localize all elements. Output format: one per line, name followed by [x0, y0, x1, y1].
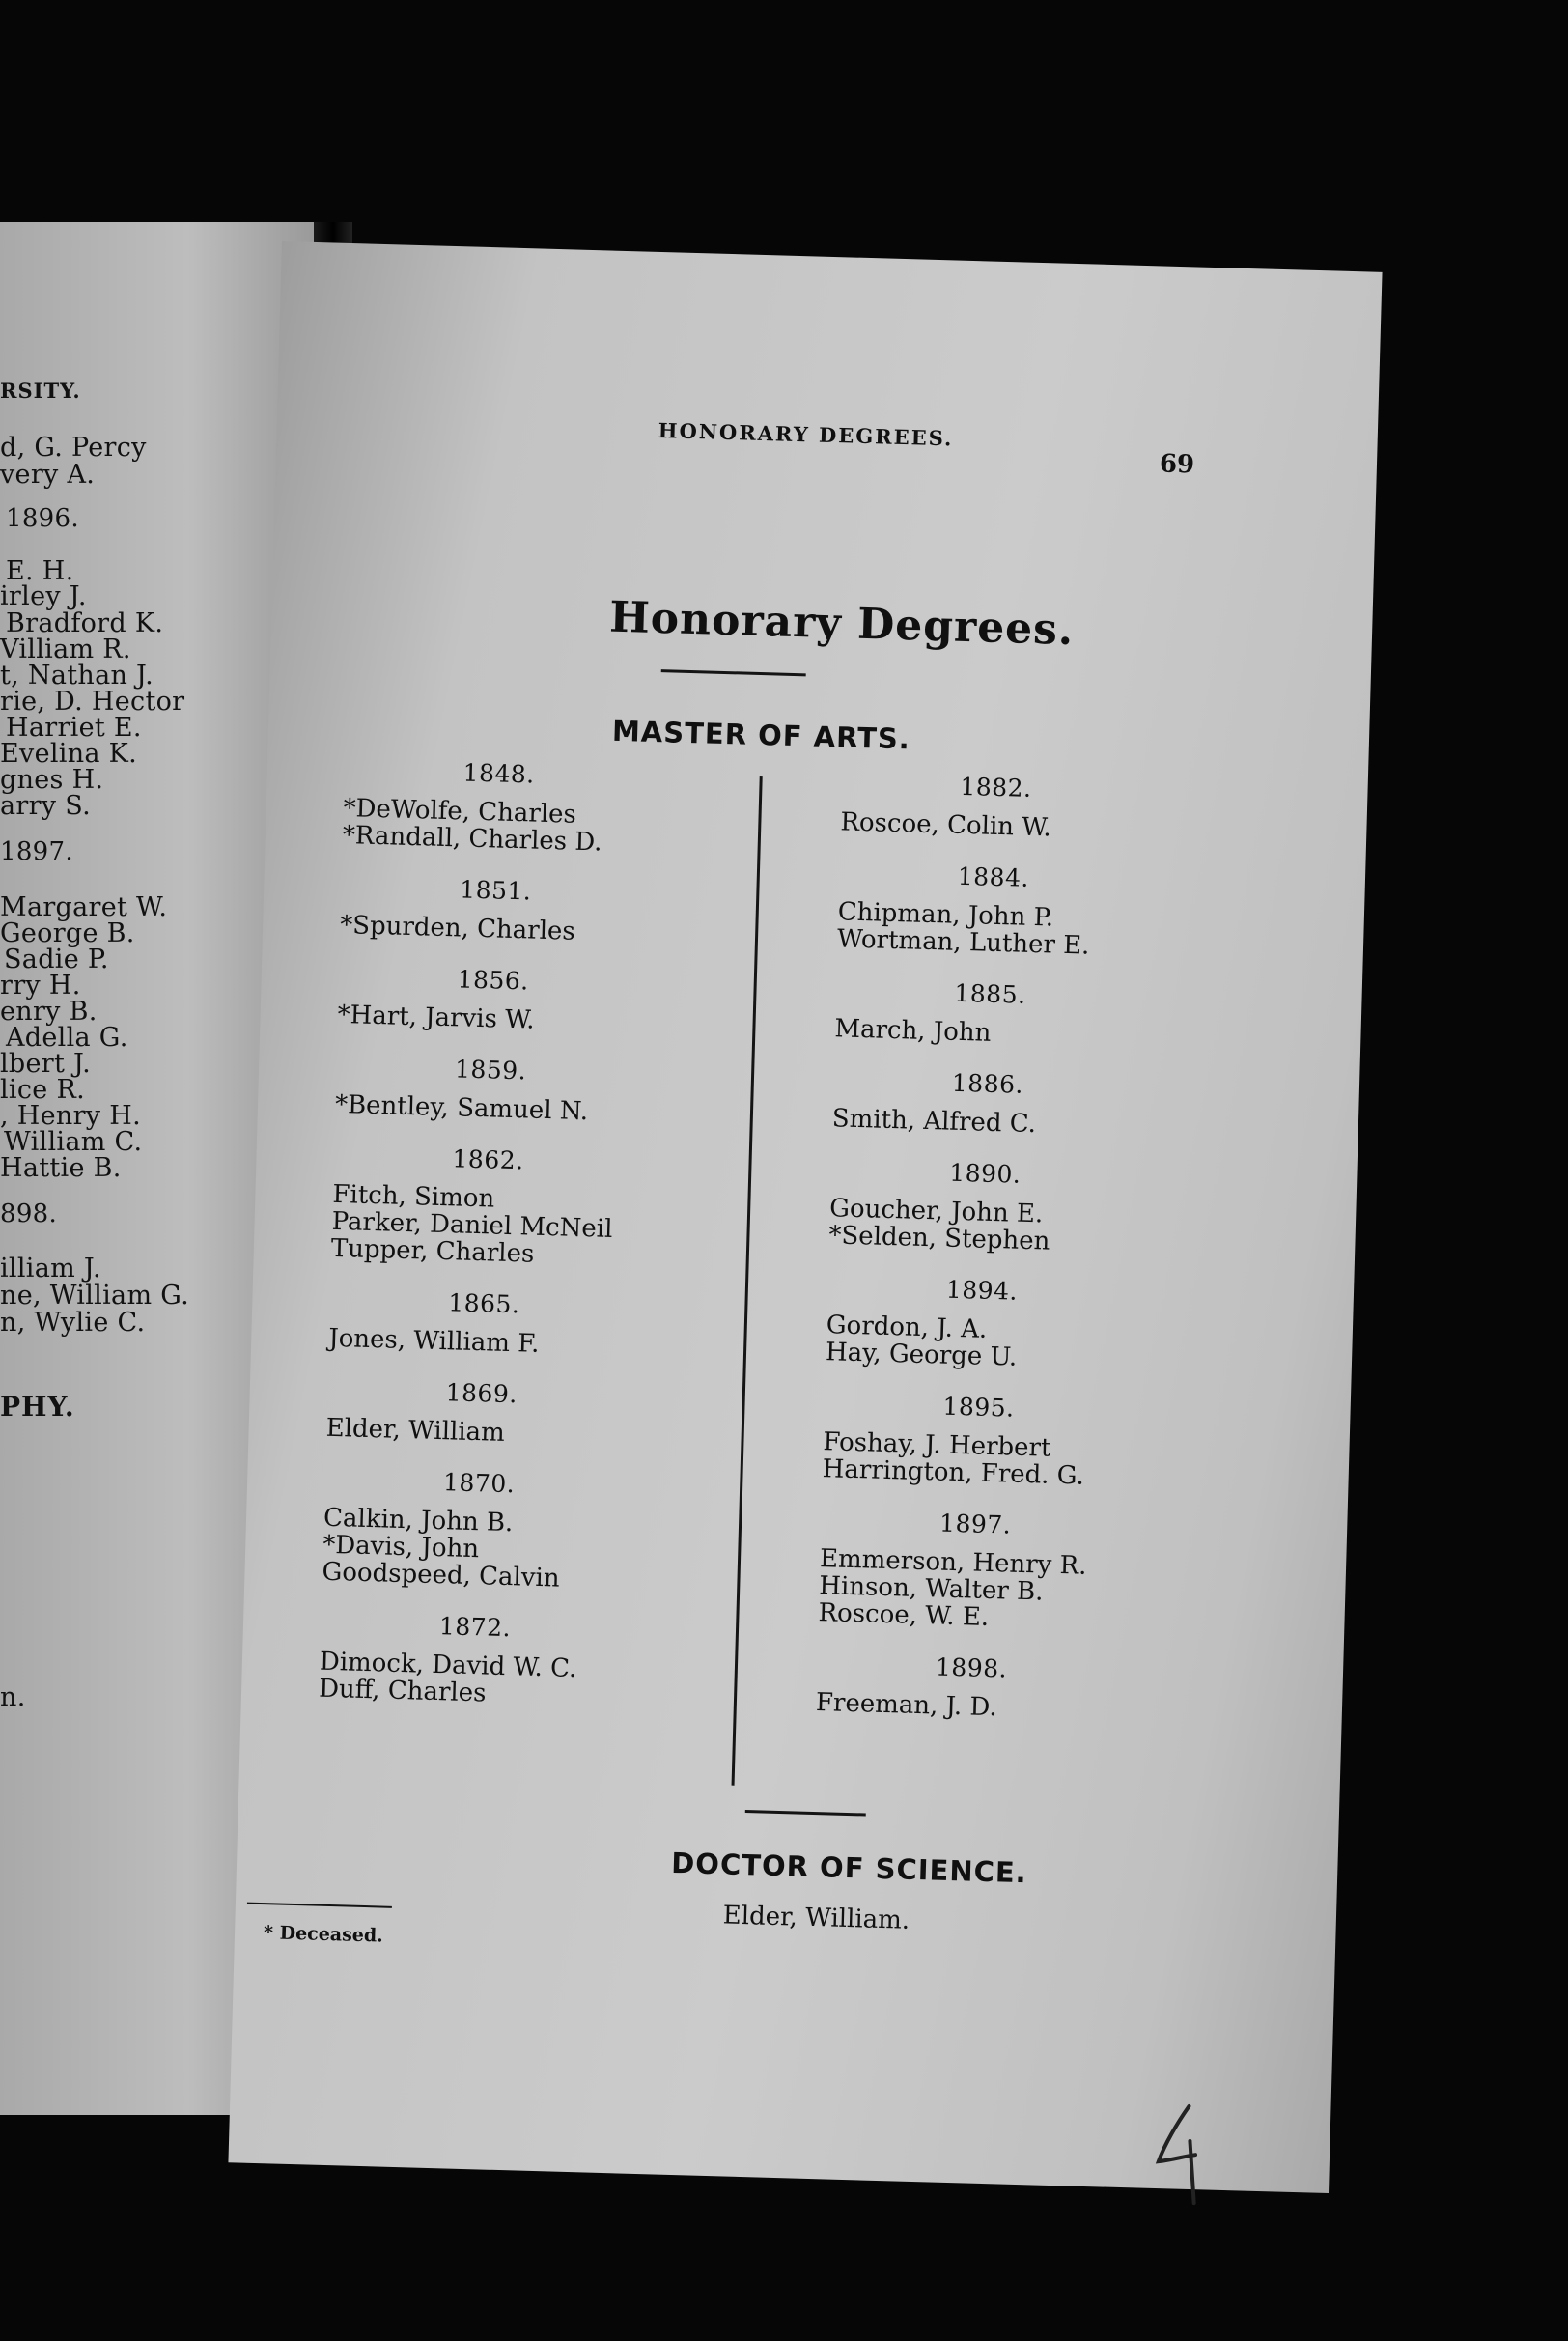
- degree-year-group: [332, 755, 663, 881]
- master-of-arts-heading: MASTER OF ARTS.: [611, 714, 911, 756]
- running-head: HONORARY DEGREES.: [658, 417, 954, 451]
- year-heading: 1894.: [945, 1275, 1019, 1306]
- recipient-name: Smith, Alfred C.: [831, 1104, 1037, 1140]
- year-heading: 1870.: [442, 1468, 516, 1499]
- degree-year-group: [812, 1389, 1143, 1514]
- recipient-name: Calkin, John B.: [322, 1503, 514, 1538]
- left-page-line: Adella G.: [6, 1023, 128, 1053]
- recipient-name: *Spurden, Charles: [339, 910, 576, 946]
- left-page-line: 898.: [0, 1199, 58, 1228]
- recipient-name: Roscoe, Colin W.: [840, 807, 1052, 843]
- recipient-name: Harrington, Fred. G.: [822, 1454, 1085, 1491]
- left-page-line: Sadie P.: [4, 945, 109, 974]
- year-heading: 1872.: [438, 1612, 512, 1643]
- left-page-line: very A.: [0, 460, 96, 490]
- page-title: Honorary Degrees.: [608, 592, 1075, 656]
- recipient-name: Hinson, Walter B.: [818, 1571, 1044, 1607]
- recipient-name: March, John: [834, 1014, 992, 1048]
- left-page-line: PHY.: [0, 1391, 75, 1423]
- left-page-line: Margaret W.: [0, 892, 168, 922]
- year-heading: 1884.: [957, 861, 1030, 892]
- degree-year-group: [822, 1065, 1152, 1164]
- year-heading: 1869.: [445, 1378, 518, 1409]
- page-number: 69: [1159, 449, 1195, 480]
- left-page-line: E. H.: [6, 556, 74, 586]
- left-page-line: Hattie B.: [0, 1153, 122, 1183]
- left-page-line: Villiam R.: [0, 635, 131, 664]
- degree-year-group: [824, 975, 1154, 1074]
- left-page-line: RSITY.: [0, 379, 81, 403]
- column-divider: [732, 776, 763, 1786]
- recipient-name: *Selden, Stephen: [828, 1221, 1050, 1256]
- left-page-line: , Henry H.: [0, 1101, 141, 1131]
- footnote: * Deceased.: [263, 1922, 384, 1947]
- left-page-line: n.: [0, 1682, 26, 1712]
- recipient-name: Roscoe, W. E.: [818, 1598, 990, 1632]
- left-page-line: Evelina K.: [0, 739, 138, 769]
- degree-year-group: [818, 1155, 1149, 1281]
- title-rule: [661, 669, 806, 676]
- master-of-arts-right-column: [805, 769, 1161, 1748]
- year-heading: 1862.: [452, 1144, 524, 1175]
- year-heading: 1856.: [457, 965, 530, 996]
- degree-year-group: [808, 1506, 1140, 1658]
- recipient-name: *Hart, Jarvis W.: [337, 1000, 535, 1035]
- left-page-line: rie, D. Hector: [0, 687, 185, 717]
- left-page-line: George B.: [0, 918, 135, 948]
- doctor-of-science-heading: DOCTOR OF SCIENCE.: [670, 1846, 1028, 1890]
- year-heading: 1882.: [960, 772, 1032, 803]
- year-heading: 1890.: [948, 1158, 1022, 1189]
- recipient-name: Hay, George U.: [825, 1338, 1018, 1372]
- footnote-rule: [247, 1903, 392, 1908]
- left-page-line: t, Nathan J.: [0, 661, 154, 691]
- left-page-line: illiam J.: [0, 1254, 101, 1283]
- master-of-arts-left-column: [308, 755, 663, 1735]
- recipient-name: *DeWolfe, Charles: [343, 794, 577, 830]
- left-page-line: arry S.: [0, 791, 91, 821]
- year-heading: 1895.: [942, 1392, 1015, 1423]
- handwritten-mark-icon: [1150, 2101, 1211, 2210]
- recipient-name: Elder, William: [325, 1413, 506, 1448]
- year-heading: 1886.: [951, 1068, 1024, 1099]
- left-page-line: d, G. Percy: [0, 433, 147, 463]
- left-page-line: rry H.: [0, 971, 81, 1001]
- recipient-name: *Bentley, Samuel N.: [334, 1089, 589, 1127]
- section-rule: [745, 1810, 866, 1816]
- degree-year-group: [321, 1142, 653, 1294]
- left-page-line: 1897.: [0, 837, 73, 866]
- year-heading: 1851.: [459, 875, 532, 906]
- recipient-name: Chipman, John P.: [837, 897, 1054, 933]
- left-page-line: enry B.: [0, 997, 98, 1027]
- recipient-name: Freeman, J. D.: [815, 1688, 998, 1723]
- recipient-name: Fitch, Simon: [332, 1179, 495, 1214]
- left-page-line: Harriet E.: [6, 713, 142, 743]
- left-page-line: William C.: [4, 1127, 143, 1157]
- recipient-name: *Davis, John: [322, 1530, 480, 1565]
- recipient-name: Wortman, Luther E.: [836, 924, 1090, 961]
- recipient-name: Goucher, John E.: [828, 1194, 1044, 1229]
- left-page-line: 1896.: [6, 504, 79, 533]
- left-page-line: n, Wylie C.: [0, 1308, 146, 1338]
- year-heading: 1865.: [447, 1288, 520, 1319]
- degree-year-group: [327, 962, 658, 1060]
- left-page-line: lice R.: [0, 1075, 85, 1105]
- degree-year-group: [316, 1374, 646, 1473]
- year-heading: 1848.: [462, 758, 536, 789]
- recipient-name: Goodspeed, Calvin: [322, 1557, 560, 1594]
- year-heading: 1898.: [935, 1652, 1008, 1683]
- degree-year-group: [329, 872, 659, 971]
- left-page-line: gnes H.: [0, 765, 104, 795]
- year-heading: 1897.: [938, 1509, 1012, 1539]
- recipient-name: Foshay, J. Herbert: [823, 1427, 1051, 1463]
- recipient-name: Dimock, David W. C.: [319, 1647, 577, 1684]
- page-69: [228, 241, 1382, 2193]
- degree-year-group: [324, 1052, 655, 1150]
- degree-year-group: [829, 769, 1160, 867]
- degree-year-group: [826, 859, 1158, 984]
- degree-year-group: [805, 1650, 1135, 1748]
- degree-year-group: [815, 1272, 1146, 1397]
- recipient-name: Tupper, Charles: [330, 1233, 535, 1269]
- doctor-of-science-name: Elder, William.: [722, 1901, 910, 1935]
- recipient-name: Gordon, J. A.: [826, 1311, 988, 1344]
- left-page-line: ne, William G.: [0, 1281, 190, 1311]
- recipient-name: Emmerson, Henry R.: [819, 1544, 1087, 1581]
- left-page-line: Bradford K.: [6, 608, 164, 638]
- left-page-line: irley J.: [0, 581, 87, 611]
- degree-year-group: [318, 1285, 648, 1384]
- recipient-name: Duff, Charles: [318, 1674, 487, 1708]
- recipient-name: Parker, Daniel McNeil: [331, 1206, 613, 1244]
- degree-year-group: [311, 1464, 643, 1617]
- recipient-name: *Randall, Charles D.: [342, 821, 602, 858]
- recipient-name: Jones, William F.: [327, 1323, 540, 1359]
- degree-year-group: [308, 1608, 639, 1734]
- year-heading: 1859.: [454, 1055, 527, 1086]
- left-page-line: lbert J.: [0, 1049, 91, 1079]
- year-heading: 1885.: [954, 978, 1026, 1009]
